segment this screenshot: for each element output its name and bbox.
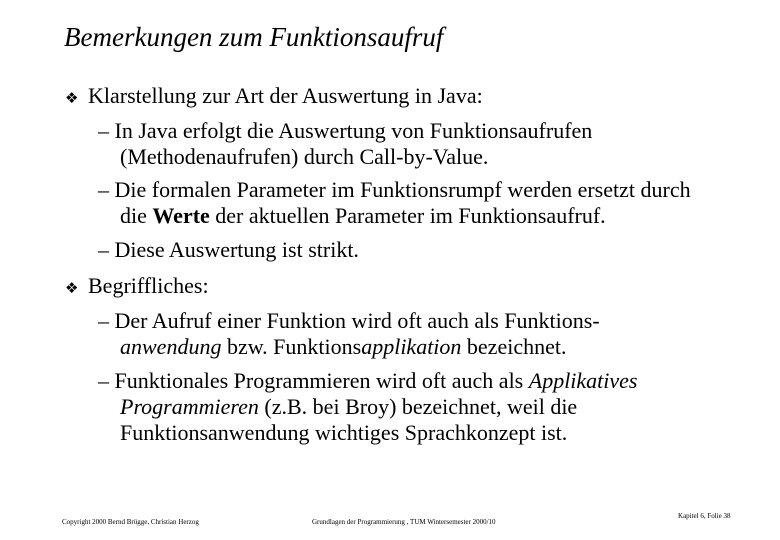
bullet-1-label: Klarstellung zur Art der Auswertung in Java: [88,83,483,108]
italic-term: Programmieren [120,394,259,419]
footer-copyright: Copyright 2000 Bernd Brügge, Christian Herzog [62,518,199,526]
text-fragment: der aktuellen Parameter im Funktionsaufruf. [209,203,606,228]
italic-term: anwendung [120,334,222,359]
bullet-2-item-2-line-3: Funktionsanwendung wichtiges Sprachkonzept ist. [120,420,568,445]
text-fragment: bzw. Funktions [221,334,362,359]
bullet-1-item-2-line-1: – Die formalen Parameter im Funktionsrumpf werden ersetzt durch [98,177,691,202]
diamond-bullet-icon: ❖ [65,89,79,107]
bullet-2-label: Begriffliches: [88,273,209,298]
text-fragment: (z.B. bei Broy) bezeichnet, weil die [258,394,578,419]
bullet-1-item-2-line-2 [120,203,606,229]
text-fragment: die [120,203,153,228]
bullet-2-item-2-line-2 [120,394,577,420]
slide-title: Bemerkungen zum Funktionsaufruf [64,22,444,52]
bullet-2-item-1-line-1: – Der Aufruf einer Funktion wird oft auch als Funktions- [98,308,600,333]
bullet-1-item-3-line-1: – Diese Auswertung ist strikt. [98,237,359,262]
bullet-2-item-1-line-2 [120,334,566,360]
bullet-1-item-1-line-1: – In Java erfolgt die Auswertung von Funktionsaufrufen [98,118,593,143]
diamond-bullet-icon: ❖ [65,279,79,297]
bullet-2-item-2-line-1 [98,368,638,394]
bold-term-werte: Werte [152,203,210,228]
italic-term: Applikatives [528,368,638,393]
footer-page-number: Kapitel 6, Folie 38 [678,512,731,520]
footer-course: Grundlagen der Programmierung , TUM Wintersemester 2000/10 [312,518,496,526]
text-fragment: – Funktionales Programmieren wird oft auch als [98,368,529,393]
bullet-1-item-1-line-2: (Methodenaufrufen) durch Call-by-Value. [120,144,489,169]
italic-term: applikation [361,334,462,359]
text-fragment: bezeichnet. [461,334,567,359]
